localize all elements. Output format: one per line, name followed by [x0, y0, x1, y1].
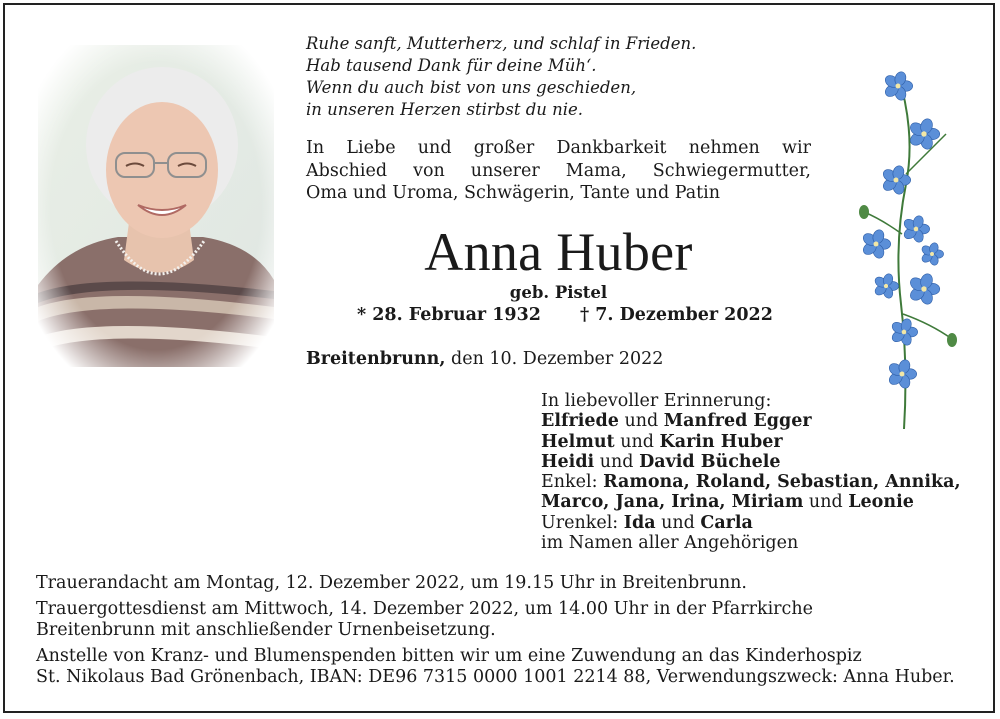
place-date [306, 349, 663, 369]
mourner-name: Carla [700, 512, 753, 533]
portrait-photo [38, 45, 274, 367]
deceased-name: Anna Huber [424, 222, 693, 282]
mourner-name: Helmut [541, 431, 615, 452]
flower-blossom [873, 273, 898, 300]
mourner-line [541, 432, 961, 452]
mourner-name: Heidi [541, 451, 595, 472]
service-notices [36, 573, 955, 688]
mourner-line [541, 452, 961, 472]
notice-donation-cont: St. Nikolaus Bad Grönenbach, IBAN: DE96 7315 0000 1001 2214 88, Verwendungszweck: Anna Huber. [36, 667, 955, 687]
group-label: Urenkel: [541, 512, 624, 533]
group-label: Enkel: [541, 472, 604, 493]
place: Breitenbrunn, [306, 349, 446, 369]
flower-blossom [881, 164, 911, 195]
mourner-name: Karin Huber [659, 431, 783, 452]
mourner-names: Ramona, Roland, Sebastian, Annika, [603, 472, 961, 493]
mourners-heading: In liebevoller Erinnerung: [541, 391, 772, 411]
mourner-name: Ida [623, 512, 656, 533]
connector: und [614, 431, 660, 452]
flower-blossom [887, 358, 917, 389]
forget-me-not-flower-illustration [846, 64, 968, 434]
mourner-name: Manfred Egger [663, 411, 812, 432]
mourner-name: Elfriede [541, 411, 619, 432]
mourner-name: David Büchele [639, 451, 781, 472]
date: den 10. Dezember 2022 [445, 349, 664, 369]
intro-line: Abschied von unserer Mama, Schwiegermutter, [306, 160, 811, 181]
mourner-line [541, 492, 961, 512]
poem-line: Wenn du auch bist von uns geschieden, [306, 78, 637, 97]
birth-date: * 28. Februar 1932 [357, 305, 541, 325]
flower-blossom [908, 272, 940, 305]
mourner-name: Leonie [848, 492, 914, 513]
poem-line: Ruhe sanft, Mutterherz, und schlaf in Frieden. [306, 34, 697, 53]
flower-blossom [861, 228, 891, 259]
connector: und [594, 451, 640, 472]
intro-line: In Liebe und großer Dankbarkeit nehmen wir [306, 138, 811, 158]
flower-blossom [883, 70, 913, 101]
flower-blossom [890, 317, 918, 346]
flower-blossom [902, 214, 930, 243]
connector: und [618, 411, 664, 432]
mourner-line [541, 472, 961, 492]
poem-line: Hab tausend Dank für deine Müh‘. [306, 56, 597, 75]
poem-line: in unseren Herzen stirbst du nie. [306, 100, 584, 119]
notice-gottesdienst: Trauergottesdienst am Mittwoch, 14. Dezember 2022, um 14.00 Uhr in der Pfarrkirche [36, 599, 813, 619]
intro-text [306, 137, 811, 205]
death-date: † 7. Dezember 2022 [580, 305, 773, 325]
intro-line: Oma und Uroma, Schwägerin, Tante und Patin [306, 183, 721, 203]
birth-name: geb. Pistel [509, 283, 608, 302]
connector: und [803, 492, 849, 513]
flower-blossom [920, 242, 943, 267]
notice-gottesdienst-cont: Breitenbrunn mit anschließender Urnenbeisetzung. [36, 620, 496, 640]
notice-donation: Anstelle von Kranz- und Blumenspenden bitten wir um eine Zuwendung an das Kinderhospiz [36, 646, 862, 666]
mourners-closing: im Namen aller Angehörigen [541, 533, 799, 554]
poem [306, 33, 786, 121]
notice-andacht: Trauerandacht am Montag, 12. Dezember 2022, um 19.15 Uhr in Breitenbrunn. [36, 573, 747, 593]
mourner-line [541, 513, 961, 533]
mourner-names: Marco, Jana, Irina, Miriam [541, 492, 804, 513]
connector: und [655, 512, 701, 533]
